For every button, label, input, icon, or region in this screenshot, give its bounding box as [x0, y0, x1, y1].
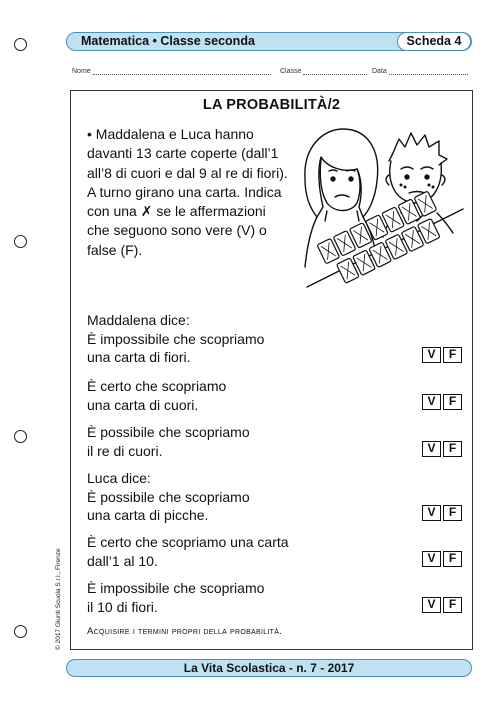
binder-hole	[14, 38, 27, 51]
false-checkbox[interactable]: F	[443, 551, 462, 567]
statement-text: Maddalena dice: È impossibile che scopriamo una carta di fiori.	[87, 312, 265, 366]
class-label: Classe	[280, 68, 302, 75]
worksheet-number: Scheda 4	[397, 32, 471, 51]
true-false-boxes	[422, 347, 462, 363]
statement-text: È certo che scopriamo una carta di cuori.	[87, 378, 227, 413]
statement-item	[87, 423, 462, 460]
true-checkbox[interactable]: V	[422, 394, 441, 410]
subject-label: Matematica • Classe seconda	[81, 34, 255, 48]
false-checkbox[interactable]: F	[443, 394, 462, 410]
false-checkbox[interactable]: F	[443, 441, 462, 457]
statement-item	[87, 311, 462, 367]
header-bar	[66, 32, 472, 51]
statement-item	[87, 469, 462, 525]
true-checkbox[interactable]: V	[422, 347, 441, 363]
statement-text: È certo che scopriamo una carta dall’1 al 10.	[87, 534, 289, 569]
date-field[interactable]	[372, 68, 468, 75]
name-field[interactable]	[72, 68, 271, 75]
false-checkbox[interactable]: F	[443, 505, 462, 521]
binder-hole	[14, 625, 27, 638]
statement-text: È impossibile che scopriamo il 10 di fiori.	[87, 580, 265, 615]
false-checkbox[interactable]: F	[443, 597, 462, 613]
true-false-boxes	[422, 441, 462, 457]
true-false-boxes	[422, 551, 462, 567]
statement-item	[87, 377, 462, 414]
binder-hole	[14, 430, 27, 443]
learning-objective: Acquisire i termini propri della probabilità.	[87, 626, 283, 637]
page-title: LA PROBABILITÀ/2	[202, 97, 341, 113]
name-label: Nome	[72, 68, 91, 75]
true-checkbox[interactable]: V	[422, 505, 441, 521]
copyright-notice: © 2017 Giunti Scuola S.r.l., Firenze	[55, 548, 62, 650]
exercise-frame	[70, 90, 473, 650]
true-checkbox[interactable]: V	[422, 551, 441, 567]
statement-item	[87, 579, 462, 616]
true-checkbox[interactable]: V	[422, 441, 441, 457]
children-cards-illustration	[297, 117, 469, 303]
true-false-boxes	[422, 597, 462, 613]
true-checkbox[interactable]: V	[422, 597, 441, 613]
statement-item	[87, 533, 462, 570]
true-false-boxes	[422, 394, 462, 410]
footer-bar: La Vita Scolastica - n. 7 - 2017	[66, 659, 472, 677]
false-checkbox[interactable]: F	[443, 347, 462, 363]
statement-text: È possibile che scopriamo il re di cuori.	[87, 424, 250, 459]
class-field[interactable]	[280, 68, 367, 75]
instructions-text: • Maddalena e Luca hanno davanti 13 carte coperte (dall’1 all’8 di cuori e dal 9 al re di fiori). A turno girano una carta. Indica con una ✗ se le affermazioni che seguono sono vere (V) o false (F).	[87, 126, 288, 258]
statement-text: Luca dice: È possibile che scopriamo una carta di picche.	[87, 470, 250, 524]
date-label: Data	[372, 68, 387, 75]
binder-hole	[14, 235, 27, 248]
true-false-boxes	[422, 505, 462, 521]
